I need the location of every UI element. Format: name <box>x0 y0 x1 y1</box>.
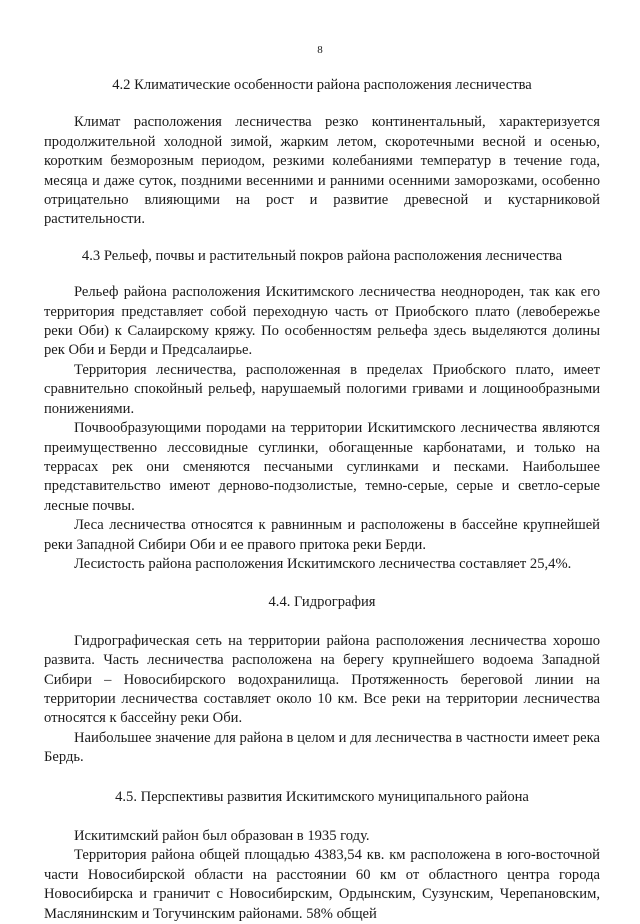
paragraph: Искитимский район был образован в 1935 году. <box>74 828 370 844</box>
paragraph: Лесистость района расположения Искитимского лесничества составляет 25,4%. <box>74 555 572 572</box>
section-heading: 4.4. Гидрография <box>268 594 376 611</box>
paragraph: Наибольшее значение для района в целом и для лесничества в частности имеет река Бердь. <box>44 729 600 766</box>
section-heading: 4.5. Перспективы развития Искитимского муниципального района <box>115 788 529 805</box>
paragraph: Почвообразующими породами на территории Искитимского лесничества являются преимущественно лессовидные суглинки, обогащенные карбонатами, и только на террасах рек они сменяются песчаными суглинками и песками. Наибольшее представительство имеют дерново-подзолистые, темно-серые, серые и светло-серые лесные почвы. <box>44 420 600 514</box>
paragraph: Территория лесничества, расположенная в пределах Приобского плато, имеет сравнительно спокойный рельеф, нарушаемый пологими гривами и лощинообразными понижениями. <box>44 361 600 417</box>
paragraph: Территория района общей площадью 4383,54 кв. км расположена в юго-восточной части Новосибирской области на расстоянии 60 км от областного центра города Новосибирска и граничит с Новосибирским, Ордынским, Сузунским, Черепановским, Маслянинским и Тогучинским районами. 58% общей <box>44 847 600 922</box>
section-heading: 4.2 Климатические особенности района расположения лесничества <box>112 77 532 93</box>
paragraph: Рельеф района расположения Искитимского лесничества неоднороден, так как его территория представляет собой переходную часть от Приобского плато (левобережье реки Оби) к Салаирскому кряжу. По особенностям рельефа здесь выделяются долины рек Оби и Берди и Предсалаирье. <box>44 284 600 359</box>
section-heading: 4.3 Рельеф, почвы и растительный покров района расположения лесничества <box>81 247 563 264</box>
paragraph: Климат расположения лесничества резко континентальный, характеризуется продолжительной холодной зимой, жарким летом, скоротечными весной и осенью, коротким безморозным периодом, резкими колебаниями температур в течение года, месяца и даже суток, поздними весенними и ранними осенними заморозками, особенно отрицательно влияющими на рост и развитие древесной и кустарниковой растительности. <box>44 114 600 228</box>
section-relief-soils <box>44 247 600 575</box>
document-body <box>44 62 600 924</box>
paragraph: Леса лесничества относятся к равнинным и расположены в бассейне крупнейшей реки Западной Сибири Оби и ее правого притока реки Берди. <box>44 517 600 553</box>
section-development-prospects <box>44 788 600 924</box>
section-climate <box>44 76 600 230</box>
page-number: 8 <box>317 44 323 56</box>
paragraph: Гидрографическая сеть на территории района расположения лесничества хорошо развита. Часть лесничества расположена на берегу крупнейшего водоема Западной Сибири – Новосибирского водохранилища. Протяженность береговой линии на территории лесничества составляет около 10 км. Все реки на территории лесничества относятся к бассейну реки Оби. <box>44 632 600 727</box>
section-hydrography <box>44 593 600 767</box>
